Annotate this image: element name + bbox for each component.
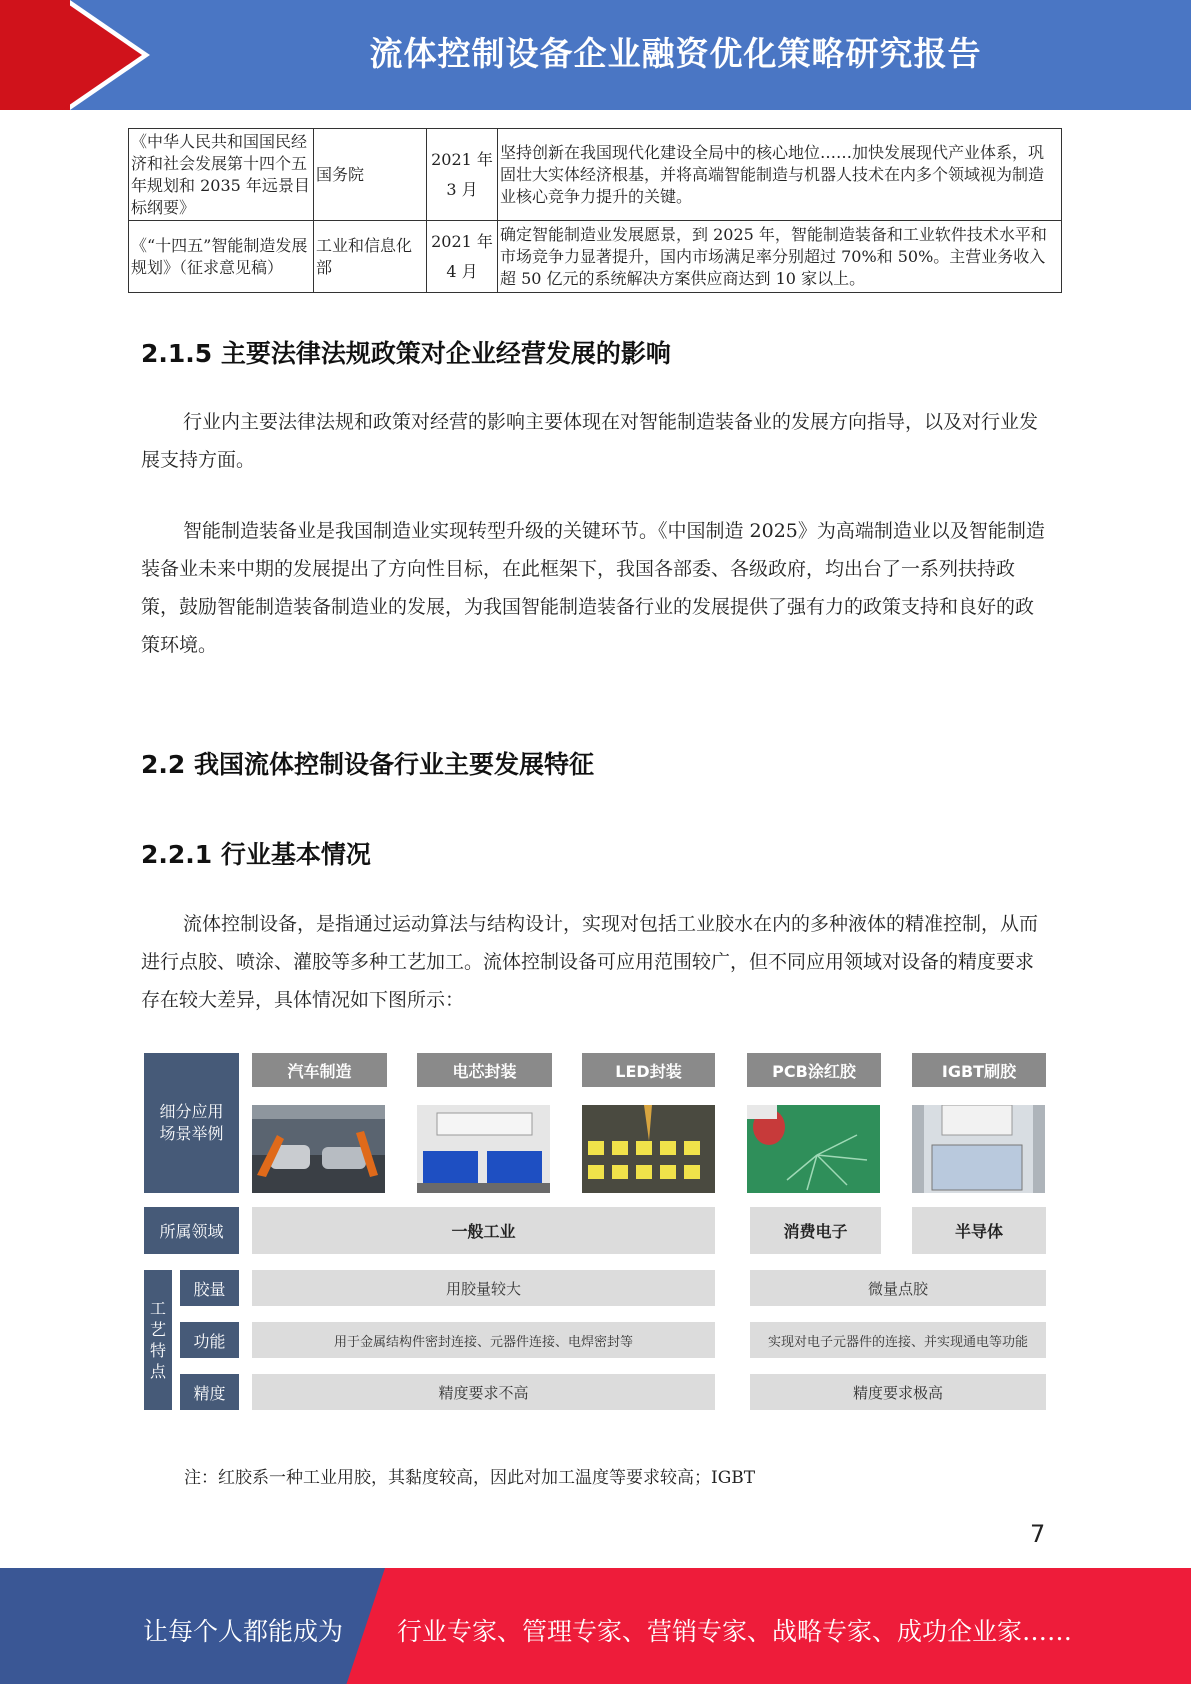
process-row-label: 功能	[180, 1322, 239, 1358]
table-row	[129, 221, 1062, 293]
process-label: 工艺特点	[149, 1299, 166, 1381]
process-cell-electronic: 微量点胶	[750, 1270, 1046, 1306]
application-figure	[141, 1050, 1049, 1413]
domain-label: 所属领域	[159, 1222, 224, 1241]
policy-table	[128, 128, 1062, 293]
page-footer	[0, 1568, 1191, 1684]
process-row-label: 精度	[180, 1374, 239, 1410]
scene-tab-led: LED封装	[582, 1053, 715, 1087]
policy-name-cell: 《中华人民共和国国民经济和社会发展第十四个五年规划和 2035 年远景目标纲要》	[129, 129, 314, 221]
pcb-red-glue-image	[747, 1105, 880, 1193]
policy-dept-cell: 国务院	[314, 129, 427, 221]
footer-slogan-right: 行业专家、管理专家、营销专家、战略专家、成功企业家……	[397, 1617, 1073, 1646]
scene-tab-auto: 汽车制造	[252, 1053, 387, 1087]
section-heading-2-2: 2.2 我国流体控制设备行业主要发展特征	[141, 750, 594, 779]
policy-date-cell	[427, 221, 498, 293]
battery-cell-image	[417, 1105, 550, 1193]
domain-general-industry: 一般工业	[252, 1207, 715, 1254]
table-row	[129, 129, 1062, 221]
figure-note: 注：红胶系一种工业用胶，其黏度较高，因此对加工温度等要求较高；IGBT	[184, 1468, 756, 1488]
section-heading-2-2-1: 2.2.1 行业基本情况	[141, 840, 371, 869]
paragraph: 流体控制设备，是指通过运动算法与结构设计，实现对包括工业胶水在内的多种液体的精准控制，从而进行点胶、喷涂、灌胶等多种工艺加工。流体控制设备可应用范围较广，但不同应用领域对设备的精度要求存在较大差异，具体情况如下图所示：	[141, 913, 1039, 1011]
process-cell-electronic: 实现对电子元器件的连接、并实现通电等功能	[750, 1322, 1046, 1358]
paragraph: 行业内主要法律法规和政策对经营的影响主要体现在对智能制造装备业的发展方向指导，以及对行业发展支持方面。	[141, 411, 1039, 471]
report-title: 流体控制设备企业融资优化策略研究报告	[369, 34, 982, 73]
process-cell-general: 用胶量较大	[252, 1270, 715, 1306]
process-cell-general: 精度要求不高	[252, 1374, 715, 1410]
policy-content-cell: 确定智能制造业发展愿景，到 2025 年，智能制造装备和工业软件技术水平和市场竞争力显著提升，国内市场满足率分别超过 70%和 50%。主营业务收入超 50 亿元的系统解决方案供应商达到 10 家以上。	[498, 221, 1062, 293]
process-cell-general: 用于金属结构件密封连接、元器件连接、电焊密封等	[252, 1322, 715, 1358]
led-package-image	[582, 1105, 715, 1193]
policy-content-cell: 坚持创新在我国现代化建设全局中的核心地位……加快发展现代产业体系，巩固壮大实体经济根基，并将高端智能制造与机器人技术在内多个领域视为制造业核心竞争力提升的关键。	[498, 129, 1062, 221]
scene-tab-igbt: IGBT刷胶	[912, 1053, 1046, 1087]
scene-label: 细分应用场景举例	[159, 1102, 224, 1143]
scene-tab-pcb: PCB涂红胶	[747, 1053, 881, 1087]
domain-consumer-electronics: 消费电子	[750, 1207, 881, 1254]
footer-slogan-left: 让每个人都能成为	[143, 1617, 344, 1646]
scene-tab-cell: 电芯封装	[417, 1053, 552, 1087]
domain-semiconductor: 半导体	[912, 1207, 1046, 1254]
policy-date-month: 3 月	[446, 179, 478, 199]
policy-date-year: 2021 年	[431, 231, 493, 251]
policy-date-cell	[427, 129, 498, 221]
process-row-label: 胶量	[180, 1270, 239, 1306]
page-header	[0, 0, 1191, 110]
policy-name-cell: 《“十四五”智能制造发展规划》（征求意见稿）	[129, 221, 314, 293]
header-red-band	[0, 0, 70, 110]
igbt-machine-image	[912, 1105, 1045, 1193]
header-chevron-red	[62, 0, 142, 110]
domain-label-block	[144, 1207, 239, 1254]
policy-date-month: 4 月	[446, 261, 478, 281]
policy-date-year: 2021 年	[431, 149, 493, 169]
paragraph: 智能制造装备业是我国制造业实现转型升级的关键环节。《中国制造 2025》为高端制造业以及智能制造装备业未来中期的发展提出了方向性目标，在此框架下，我国各部委、各级政府，均出台了一系列扶持政策，鼓励智能制造装备制造业的发展，为我国智能制造装备行业的发展提供了强有力的政策支持和良好的政策环境。	[141, 520, 1045, 656]
process-cell-electronic: 精度要求极高	[750, 1374, 1046, 1410]
page-number: 7	[1030, 1520, 1046, 1548]
section-heading-2-1-5: 2.1.5 主要法律法规政策对企业经营发展的影响	[141, 339, 671, 368]
auto-factory-image	[252, 1105, 385, 1193]
policy-dept-cell: 工业和信息化部	[314, 221, 427, 293]
process-label-block	[144, 1270, 172, 1410]
scene-label-block	[144, 1053, 239, 1193]
